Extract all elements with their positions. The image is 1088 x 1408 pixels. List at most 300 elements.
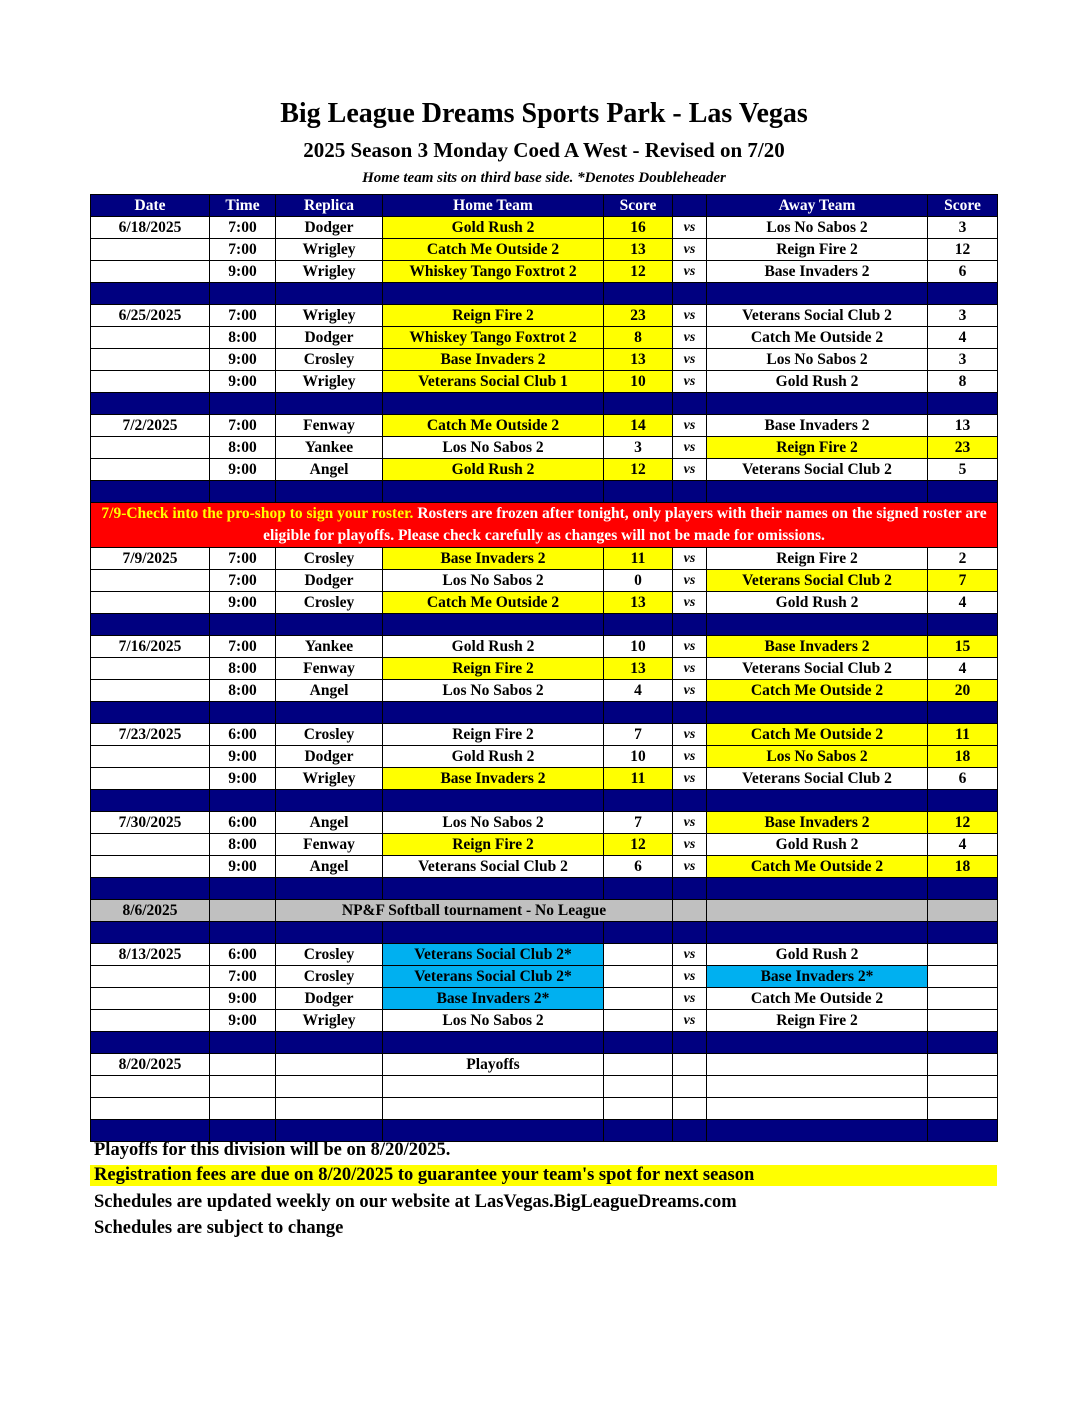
away-score-cell: 15 bbox=[928, 636, 998, 658]
separator-cell bbox=[91, 481, 210, 503]
footer-registration-note: Registration fees are due on 8/20/2025 to guarantee your team's spot for next season bbox=[90, 1165, 997, 1186]
home-score-cell: 14 bbox=[604, 415, 673, 437]
table-row bbox=[91, 1010, 998, 1032]
away-score-cell bbox=[928, 966, 998, 988]
separator-cell bbox=[928, 922, 998, 944]
separator-cell bbox=[383, 702, 604, 724]
vs-cell: vs bbox=[673, 570, 707, 592]
date-cell bbox=[91, 437, 210, 459]
time-cell: 7:00 bbox=[210, 636, 276, 658]
table-row bbox=[91, 570, 998, 592]
away-score-cell: 4 bbox=[928, 658, 998, 680]
separator-cell bbox=[383, 790, 604, 812]
away-score-cell: 4 bbox=[928, 834, 998, 856]
time-cell bbox=[210, 1076, 276, 1098]
separator-cell bbox=[673, 1120, 707, 1142]
away-score-cell: 6 bbox=[928, 261, 998, 283]
separator-cell bbox=[91, 614, 210, 636]
time-cell: 6:00 bbox=[210, 944, 276, 966]
home-score-cell: 7 bbox=[604, 812, 673, 834]
away-team-cell: Catch Me Outside 2 bbox=[707, 724, 928, 746]
separator-cell bbox=[210, 1032, 276, 1054]
separator-cell bbox=[707, 393, 928, 415]
home-team-cell: Gold Rush 2 bbox=[383, 459, 604, 481]
separator-cell bbox=[604, 393, 673, 415]
time-cell: 9:00 bbox=[210, 459, 276, 481]
footer-change-note: Schedules are subject to change bbox=[94, 1218, 344, 1238]
date-cell bbox=[91, 239, 210, 261]
separator-cell bbox=[210, 283, 276, 305]
table-row bbox=[91, 966, 998, 988]
table-row bbox=[91, 1098, 998, 1120]
away-team-cell: Catch Me Outside 2 bbox=[707, 680, 928, 702]
table-row bbox=[91, 636, 998, 658]
table-row bbox=[91, 437, 998, 459]
separator-row bbox=[91, 1120, 998, 1142]
date-cell bbox=[91, 834, 210, 856]
home-score-cell: 13 bbox=[604, 592, 673, 614]
replica-field-cell: Fenway bbox=[276, 834, 383, 856]
replica-field-cell bbox=[276, 1098, 383, 1120]
time-cell bbox=[210, 1054, 276, 1076]
separator-cell bbox=[673, 614, 707, 636]
home-score-cell: 10 bbox=[604, 636, 673, 658]
vs-cell: vs bbox=[673, 415, 707, 437]
separator-cell bbox=[210, 790, 276, 812]
vs-cell bbox=[673, 1076, 707, 1098]
replica-field-cell: Dodger bbox=[276, 570, 383, 592]
away-team-cell: Reign Fire 2 bbox=[707, 437, 928, 459]
table-row bbox=[91, 658, 998, 680]
home-team-cell: Reign Fire 2 bbox=[383, 724, 604, 746]
separator-cell bbox=[276, 614, 383, 636]
schedule-note: Home team sits on third base side. *Denotes Doubleheader bbox=[362, 170, 726, 186]
home-score-cell: 11 bbox=[604, 768, 673, 790]
replica-field-cell: Crosley bbox=[276, 548, 383, 570]
col-header-away-team: Away Team bbox=[707, 195, 928, 217]
date-cell: 7/30/2025 bbox=[91, 812, 210, 834]
away-team-cell: Base Invaders 2 bbox=[707, 636, 928, 658]
separator-cell bbox=[276, 922, 383, 944]
time-cell: 9:00 bbox=[210, 592, 276, 614]
separator-cell bbox=[928, 702, 998, 724]
away-score-cell: 7 bbox=[928, 570, 998, 592]
separator-cell bbox=[91, 922, 210, 944]
home-team-cell: Base Invaders 2 bbox=[383, 768, 604, 790]
away-team-cell: Catch Me Outside 2 bbox=[707, 988, 928, 1010]
home-team-cell: Los No Sabos 2 bbox=[383, 570, 604, 592]
vs-cell: vs bbox=[673, 305, 707, 327]
table-row bbox=[91, 305, 998, 327]
away-team-cell: Gold Rush 2 bbox=[707, 834, 928, 856]
home-team-cell bbox=[383, 1076, 604, 1098]
away-team-cell: Veterans Social Club 2 bbox=[707, 305, 928, 327]
replica-field-cell: Fenway bbox=[276, 658, 383, 680]
date-cell bbox=[91, 680, 210, 702]
table-row bbox=[91, 239, 998, 261]
table-row bbox=[91, 261, 998, 283]
date-cell: 8/6/2025 bbox=[91, 900, 210, 922]
away-team-cell: Catch Me Outside 2 bbox=[707, 327, 928, 349]
separator-row bbox=[91, 878, 998, 900]
page-title: Big League Dreams Sports Park - Las Vegas bbox=[280, 98, 808, 129]
date-cell bbox=[91, 988, 210, 1010]
vs-cell: vs bbox=[673, 261, 707, 283]
separator-cell bbox=[707, 878, 928, 900]
date-cell bbox=[91, 966, 210, 988]
col-header-date: Date bbox=[91, 195, 210, 217]
date-cell bbox=[91, 746, 210, 768]
separator-cell bbox=[383, 614, 604, 636]
table-row bbox=[91, 1054, 998, 1076]
table-row bbox=[91, 768, 998, 790]
time-cell: 9:00 bbox=[210, 988, 276, 1010]
separator-cell bbox=[276, 393, 383, 415]
vs-cell: vs bbox=[673, 988, 707, 1010]
home-team-cell: Veterans Social Club 1 bbox=[383, 371, 604, 393]
away-score-cell: 4 bbox=[928, 592, 998, 614]
separator-cell bbox=[383, 481, 604, 503]
replica-field-cell: Dodger bbox=[276, 327, 383, 349]
away-team-cell: Veterans Social Club 2 bbox=[707, 768, 928, 790]
vs-cell: vs bbox=[673, 680, 707, 702]
col-header-away-score: Score bbox=[928, 195, 998, 217]
home-score-cell: 8 bbox=[604, 327, 673, 349]
separator-cell bbox=[707, 1032, 928, 1054]
separator-cell bbox=[210, 702, 276, 724]
separator-cell bbox=[276, 702, 383, 724]
separator-cell bbox=[91, 790, 210, 812]
time-cell: 7:00 bbox=[210, 217, 276, 239]
home-team-cell: Playoffs bbox=[383, 1054, 604, 1076]
separator-cell bbox=[383, 1032, 604, 1054]
away-score-cell: 12 bbox=[928, 812, 998, 834]
away-score-cell: 20 bbox=[928, 680, 998, 702]
table-row bbox=[91, 349, 998, 371]
date-cell bbox=[91, 1010, 210, 1032]
replica-field-cell: Dodger bbox=[276, 217, 383, 239]
away-team-cell: Base Invaders 2* bbox=[707, 966, 928, 988]
away-score-cell: 13 bbox=[928, 415, 998, 437]
separator-cell bbox=[210, 481, 276, 503]
date-cell: 7/2/2025 bbox=[91, 415, 210, 437]
table-row bbox=[91, 834, 998, 856]
vs-cell bbox=[673, 1098, 707, 1120]
separator-cell bbox=[707, 922, 928, 944]
home-score-cell: 13 bbox=[604, 349, 673, 371]
separator-cell bbox=[604, 481, 673, 503]
away-score-cell bbox=[928, 988, 998, 1010]
home-score-cell: 10 bbox=[604, 746, 673, 768]
vs-cell: vs bbox=[673, 327, 707, 349]
separator-cell bbox=[210, 878, 276, 900]
vs-cell: vs bbox=[673, 548, 707, 570]
vs-cell bbox=[673, 1054, 707, 1076]
roster-notice-lead: 7/9-Check into the pro-shop to sign your roster. bbox=[101, 505, 414, 522]
away-score-cell: 18 bbox=[928, 856, 998, 878]
away-team-cell: Los No Sabos 2 bbox=[707, 746, 928, 768]
separator-cell bbox=[707, 1120, 928, 1142]
vs-cell: vs bbox=[673, 592, 707, 614]
home-team-cell: Veterans Social Club 2* bbox=[383, 944, 604, 966]
separator-cell bbox=[928, 614, 998, 636]
separator-cell bbox=[604, 922, 673, 944]
away-team-cell bbox=[707, 1054, 928, 1076]
table-row bbox=[91, 459, 998, 481]
home-team-cell: Reign Fire 2 bbox=[383, 305, 604, 327]
time-cell: 9:00 bbox=[210, 371, 276, 393]
away-score-cell: 18 bbox=[928, 746, 998, 768]
away-score-cell: 4 bbox=[928, 327, 998, 349]
date-cell bbox=[91, 261, 210, 283]
table-row bbox=[91, 592, 998, 614]
away-score-cell bbox=[928, 1076, 998, 1098]
col-header-home-score: Score bbox=[604, 195, 673, 217]
col-header-replica: Replica bbox=[276, 195, 383, 217]
home-team-cell: Catch Me Outside 2 bbox=[383, 592, 604, 614]
replica-field-cell: Angel bbox=[276, 459, 383, 481]
vs-cell: vs bbox=[673, 636, 707, 658]
vs-cell: vs bbox=[673, 217, 707, 239]
separator-cell bbox=[928, 1032, 998, 1054]
home-score-cell bbox=[604, 1010, 673, 1032]
vs-cell: vs bbox=[673, 1010, 707, 1032]
home-score-cell: 6 bbox=[604, 856, 673, 878]
time-cell: 7:00 bbox=[210, 548, 276, 570]
separator-cell bbox=[928, 1120, 998, 1142]
separator-cell bbox=[91, 283, 210, 305]
away-team-cell: Los No Sabos 2 bbox=[707, 217, 928, 239]
date-cell bbox=[91, 592, 210, 614]
separator-cell bbox=[673, 702, 707, 724]
separator-row bbox=[91, 481, 998, 503]
footer-playoffs-note: Playoffs for this division will be on 8/20/2025. bbox=[94, 1140, 451, 1160]
footer-website-note: Schedules are updated weekly on our website at LasVegas.BigLeagueDreams.com bbox=[94, 1192, 737, 1212]
home-score-cell: 12 bbox=[604, 834, 673, 856]
time-cell: 8:00 bbox=[210, 834, 276, 856]
away-team-cell: Veterans Social Club 2 bbox=[707, 570, 928, 592]
separator-cell bbox=[210, 1120, 276, 1142]
replica-field-cell: Crosley bbox=[276, 944, 383, 966]
home-team-cell: Veterans Social Club 2 bbox=[383, 856, 604, 878]
separator-cell bbox=[673, 790, 707, 812]
separator-cell bbox=[91, 1032, 210, 1054]
table-row bbox=[91, 856, 998, 878]
date-cell bbox=[91, 570, 210, 592]
separator-cell bbox=[928, 283, 998, 305]
separator-cell bbox=[673, 922, 707, 944]
home-team-cell: Reign Fire 2 bbox=[383, 658, 604, 680]
home-score-cell: 12 bbox=[604, 261, 673, 283]
replica-field-cell: Angel bbox=[276, 680, 383, 702]
table-row bbox=[91, 944, 998, 966]
home-team-cell: Base Invaders 2 bbox=[383, 548, 604, 570]
page-subtitle: 2025 Season 3 Monday Coed A West - Revised on 7/20 bbox=[303, 138, 785, 162]
separator-cell bbox=[707, 614, 928, 636]
separator-cell bbox=[604, 283, 673, 305]
vs-cell: vs bbox=[673, 371, 707, 393]
replica-field-cell: Wrigley bbox=[276, 768, 383, 790]
table-row bbox=[91, 548, 998, 570]
replica-field-cell: Crosley bbox=[276, 349, 383, 371]
away-team-cell: Veterans Social Club 2 bbox=[707, 459, 928, 481]
home-score-cell: 0 bbox=[604, 570, 673, 592]
table-row bbox=[91, 812, 998, 834]
vs-cell: vs bbox=[673, 944, 707, 966]
time-cell: 9:00 bbox=[210, 1010, 276, 1032]
separator-cell bbox=[383, 1120, 604, 1142]
home-score-cell bbox=[604, 1098, 673, 1120]
separator-cell bbox=[383, 922, 604, 944]
vs-cell: vs bbox=[673, 239, 707, 261]
away-team-cell: Los No Sabos 2 bbox=[707, 349, 928, 371]
home-team-cell: Gold Rush 2 bbox=[383, 746, 604, 768]
replica-field-cell: Fenway bbox=[276, 415, 383, 437]
time-cell: 6:00 bbox=[210, 812, 276, 834]
away-score-cell bbox=[928, 1098, 998, 1120]
replica-field-cell: Angel bbox=[276, 812, 383, 834]
time-cell: 6:00 bbox=[210, 724, 276, 746]
date-cell: 7/9/2025 bbox=[91, 548, 210, 570]
date-cell bbox=[91, 1098, 210, 1120]
home-team-cell: Veterans Social Club 2* bbox=[383, 966, 604, 988]
replica-field-cell: Wrigley bbox=[276, 371, 383, 393]
replica-field-cell: Wrigley bbox=[276, 305, 383, 327]
time-cell: 9:00 bbox=[210, 349, 276, 371]
roster-notice-text: Rosters are frozen after tonight, only players with their names on the signed roster are eligible for playoffs. Please check carefully as changes will not be made for omissions. bbox=[263, 505, 987, 544]
date-cell: 7/16/2025 bbox=[91, 636, 210, 658]
away-score-cell: 11 bbox=[928, 724, 998, 746]
date-cell: 6/25/2025 bbox=[91, 305, 210, 327]
vs-cell: vs bbox=[673, 966, 707, 988]
schedule-table bbox=[90, 194, 998, 1142]
away-team-cell: Gold Rush 2 bbox=[707, 371, 928, 393]
away-team-cell: Base Invaders 2 bbox=[707, 261, 928, 283]
time-cell: 8:00 bbox=[210, 327, 276, 349]
home-score-cell: 4 bbox=[604, 680, 673, 702]
home-team-cell: Gold Rush 2 bbox=[383, 217, 604, 239]
home-team-cell: Los No Sabos 2 bbox=[383, 1010, 604, 1032]
home-team-cell: Catch Me Outside 2 bbox=[383, 415, 604, 437]
home-score-cell: 7 bbox=[604, 724, 673, 746]
time-cell bbox=[210, 1098, 276, 1120]
separator-cell bbox=[383, 283, 604, 305]
away-team-cell: Gold Rush 2 bbox=[707, 944, 928, 966]
home-team-cell: Catch Me Outside 2 bbox=[383, 239, 604, 261]
time-cell: 7:00 bbox=[210, 415, 276, 437]
separator-cell bbox=[604, 790, 673, 812]
home-team-cell: Los No Sabos 2 bbox=[383, 812, 604, 834]
replica-field-cell: Dodger bbox=[276, 988, 383, 1010]
home-team-cell: Base Invaders 2* bbox=[383, 988, 604, 1010]
separator-cell bbox=[928, 790, 998, 812]
home-team-cell: Whiskey Tango Foxtrot 2 bbox=[383, 327, 604, 349]
away-team-cell: Reign Fire 2 bbox=[707, 548, 928, 570]
away-score-cell: 6 bbox=[928, 768, 998, 790]
vs-cell: vs bbox=[673, 658, 707, 680]
time-cell: 8:00 bbox=[210, 680, 276, 702]
home-score-cell: 3 bbox=[604, 437, 673, 459]
separator-cell bbox=[928, 878, 998, 900]
away-team-cell: Base Invaders 2 bbox=[707, 415, 928, 437]
separator-row bbox=[91, 283, 998, 305]
separator-cell bbox=[383, 393, 604, 415]
away-team-cell: Base Invaders 2 bbox=[707, 812, 928, 834]
date-cell bbox=[91, 371, 210, 393]
separator-cell bbox=[276, 878, 383, 900]
table-row bbox=[91, 1076, 998, 1098]
separator-cell bbox=[210, 393, 276, 415]
separator-cell bbox=[383, 878, 604, 900]
time-cell: 7:00 bbox=[210, 570, 276, 592]
time-cell: 7:00 bbox=[210, 966, 276, 988]
away-score-cell: 3 bbox=[928, 349, 998, 371]
away-score-cell: 3 bbox=[928, 305, 998, 327]
time-cell: 9:00 bbox=[210, 746, 276, 768]
separator-cell bbox=[276, 481, 383, 503]
time-cell: 8:00 bbox=[210, 437, 276, 459]
home-team-cell: Reign Fire 2 bbox=[383, 834, 604, 856]
away-team-cell bbox=[707, 1076, 928, 1098]
home-team-cell: Gold Rush 2 bbox=[383, 636, 604, 658]
away-score-cell: 3 bbox=[928, 217, 998, 239]
home-score-cell: 23 bbox=[604, 305, 673, 327]
separator-cell bbox=[91, 393, 210, 415]
away-score-cell: 23 bbox=[928, 437, 998, 459]
away-team-cell bbox=[707, 1098, 928, 1120]
replica-field-cell: Angel bbox=[276, 856, 383, 878]
separator-cell bbox=[673, 878, 707, 900]
time-cell: 7:00 bbox=[210, 239, 276, 261]
vs-cell: vs bbox=[673, 834, 707, 856]
vs-cell: vs bbox=[673, 746, 707, 768]
separator-cell bbox=[707, 790, 928, 812]
away-score-cell bbox=[928, 1054, 998, 1076]
time-cell: 8:00 bbox=[210, 658, 276, 680]
separator-cell bbox=[673, 481, 707, 503]
table-row bbox=[91, 900, 998, 922]
date-cell bbox=[91, 658, 210, 680]
replica-field-cell: Yankee bbox=[276, 636, 383, 658]
replica-field-cell: Wrigley bbox=[276, 261, 383, 283]
col-header-time: Time bbox=[210, 195, 276, 217]
separator-cell bbox=[707, 702, 928, 724]
separator-cell bbox=[210, 922, 276, 944]
home-team-cell bbox=[383, 1098, 604, 1120]
date-cell bbox=[91, 768, 210, 790]
table-header-row bbox=[91, 195, 998, 217]
away-team-cell: Reign Fire 2 bbox=[707, 1010, 928, 1032]
time-cell: 7:00 bbox=[210, 305, 276, 327]
separator-row bbox=[91, 790, 998, 812]
col-header-home-team: Home Team bbox=[383, 195, 604, 217]
replica-field-cell: Yankee bbox=[276, 437, 383, 459]
time-cell: 9:00 bbox=[210, 261, 276, 283]
time-cell bbox=[210, 900, 276, 922]
separator-row bbox=[91, 614, 998, 636]
vs-cell: vs bbox=[673, 437, 707, 459]
separator-cell bbox=[928, 481, 998, 503]
time-cell: 9:00 bbox=[210, 768, 276, 790]
vs-cell: vs bbox=[673, 812, 707, 834]
home-team-cell: Los No Sabos 2 bbox=[383, 437, 604, 459]
away-score-cell bbox=[928, 900, 998, 922]
away-score-cell: 12 bbox=[928, 239, 998, 261]
date-cell bbox=[91, 856, 210, 878]
separator-cell bbox=[604, 1032, 673, 1054]
table-row bbox=[91, 680, 998, 702]
separator-cell bbox=[673, 283, 707, 305]
